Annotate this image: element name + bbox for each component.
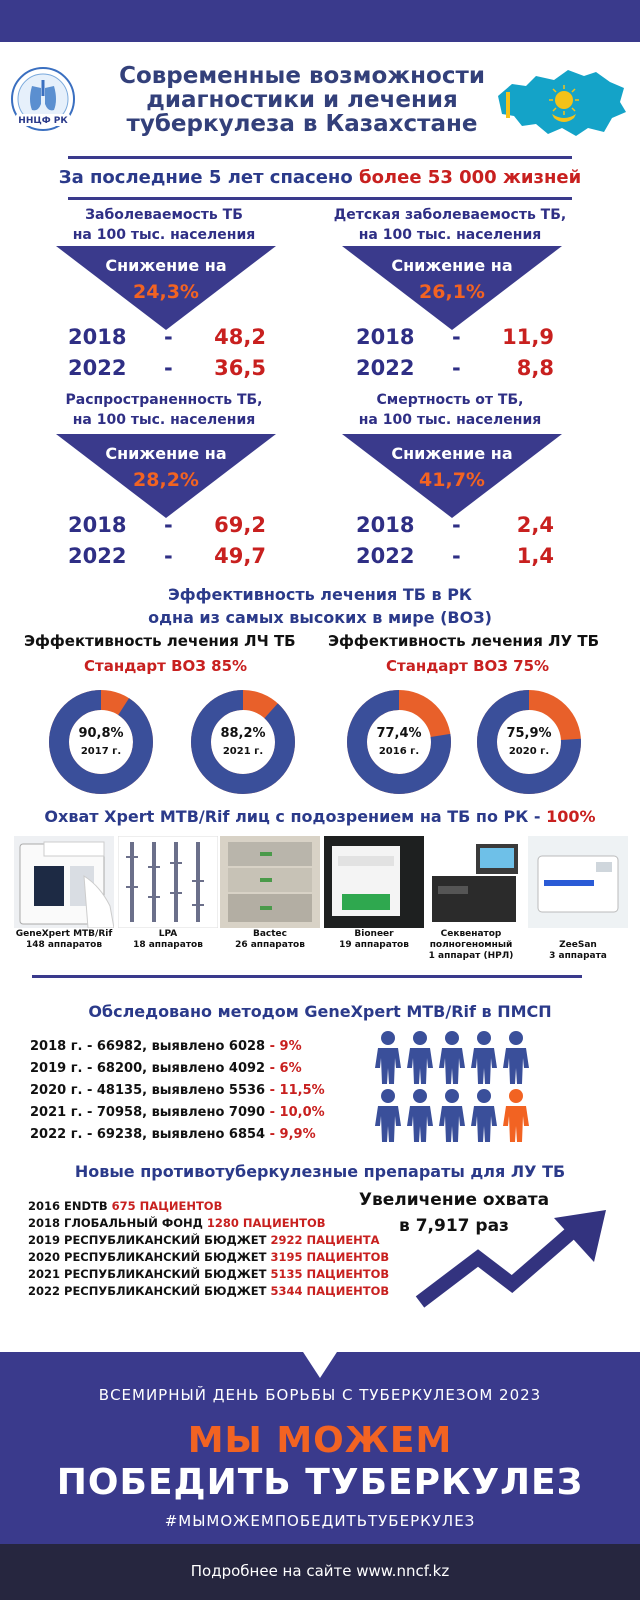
effectiveness-subtitle: одна из самых высоких в мире (ВОЗ) [148, 608, 492, 627]
svg-text:ННЦФ РК: ННЦФ РК [18, 116, 68, 126]
drug-text: 2018 ГЛОБАЛЬНЫЙ ФОНД [28, 1216, 207, 1230]
stat-label-child-incidence [320, 205, 580, 245]
donut-year: 2016 г. [378, 746, 420, 757]
divider [32, 975, 582, 978]
donut-ring [476, 689, 582, 795]
arrow-percent: 26,1% [419, 281, 485, 303]
person-icon [439, 1031, 465, 1084]
donut-value-segment [201, 700, 285, 784]
list-item [28, 1199, 389, 1216]
person-icon [375, 1031, 401, 1084]
device-caption [319, 929, 429, 951]
stat-label-mortality [320, 390, 580, 430]
list-item [30, 1083, 325, 1105]
genexpert-list [30, 1039, 325, 1149]
donut-ring [48, 689, 154, 795]
gx-pct: - 6% [265, 1061, 302, 1076]
title-line-2: диагностики и лечения [146, 87, 458, 113]
stat-label-line: на 100 тыс. населения [72, 412, 256, 428]
stat-value: 49,7 [214, 544, 266, 568]
title-line-3: туберкулеза в Казахстане [126, 111, 478, 137]
bioneer-device-image [324, 836, 424, 928]
stat-value: 2,4 [516, 513, 554, 537]
effectiveness-title: Эффективность лечения ТБ в РК [168, 585, 472, 604]
drugs-list [28, 1199, 389, 1301]
stat-value: 11,9 [502, 325, 554, 349]
person-icon [503, 1031, 529, 1084]
drug-count: 5344 ПАЦИЕНТОВ [270, 1284, 390, 1298]
stat-value: 36,5 [214, 356, 266, 380]
device-count: 26 аппаратов [235, 940, 305, 950]
genexpert-device-image [14, 836, 114, 928]
gx-pct: - 11,5% [265, 1083, 325, 1098]
person-icon [407, 1031, 433, 1084]
device-caption [215, 929, 325, 951]
donut-percent: 88,2% [220, 726, 266, 741]
person-icon [471, 1089, 497, 1142]
stat-dash: - [164, 544, 173, 568]
drug-text: 2016 ENDTB [28, 1199, 112, 1213]
people-icons [374, 1030, 544, 1148]
person-icon [375, 1089, 401, 1142]
donut-chart [48, 689, 154, 799]
arrow-percent: 41,7% [419, 469, 485, 491]
stat-label-line: Заболеваемость ТБ [85, 207, 243, 223]
person-icon [407, 1089, 433, 1142]
growth-arrow-icon [414, 1210, 614, 1310]
gx-pct: - 9,9% [265, 1127, 316, 1142]
list-item [30, 1039, 325, 1061]
kazakhstan-map-flag [492, 62, 630, 142]
drug-text: 2022 РЕСПУБЛИКАНСКИЙ БЮДЖЕТ [28, 1284, 271, 1298]
stat-label-line: на 100 тыс. населения [358, 412, 542, 428]
eff-std-ds: Стандарт ВОЗ 85% [84, 657, 248, 675]
stat-label-line: Детская заболеваемость ТБ, [333, 207, 567, 223]
stat-dash: - [164, 356, 173, 380]
increase-line: Увеличение охвата [358, 1190, 550, 1210]
device-count: 148 аппаратов [25, 940, 103, 950]
device-name: GeneXpert MTB/Rif [15, 929, 113, 939]
drug-count: 2922 ПАЦИЕНТА [270, 1233, 380, 1247]
stat-year: 2018 [68, 325, 127, 349]
genexpert-title: Обследовано методом GeneXpert MTB/Rif в ПМСП [88, 1002, 552, 1021]
gx-pct: - 9% [265, 1039, 302, 1054]
stat-dash: - [452, 325, 461, 349]
drug-count: 3195 ПАЦИЕНТОВ [270, 1250, 390, 1264]
donut-chart [346, 689, 452, 799]
device-name: Bioneer [354, 929, 394, 939]
gx-text: 2022 г. - 69238, выявлено 6854 [30, 1127, 266, 1142]
stat-label-line: на 100 тыс. населения [358, 227, 542, 243]
drug-text: 2020 РЕСПУБЛИКАНСКИЙ БЮДЖЕТ [28, 1250, 271, 1264]
drug-count: 5135 ПАЦИЕНТОВ [270, 1267, 390, 1281]
arrow-percent: 28,2% [133, 469, 199, 491]
donut-chart [476, 689, 582, 799]
stat-year: 2022 [356, 544, 415, 568]
stat-value: 1,4 [516, 544, 554, 568]
slogan-line-1: МЫ МОЖЕМ [187, 1420, 453, 1461]
drugs-title: Новые противотуберкулезные препараты для ЛУ ТБ [74, 1162, 566, 1181]
stat-year: 2018 [68, 513, 127, 537]
stat-value: 48,2 [214, 325, 266, 349]
list-item [28, 1250, 389, 1267]
stat-label-line: Смертность от ТБ, [376, 392, 524, 408]
arrow-label: Снижение на [105, 444, 227, 463]
gx-text: 2018 г. - 66982, выявлено 6028 [30, 1039, 266, 1054]
eff-std-dr: Стандарт ВОЗ 75% [386, 657, 550, 675]
nncf-logo [8, 66, 78, 136]
list-item [30, 1127, 325, 1149]
stat-label-line: на 100 тыс. населения [72, 227, 256, 243]
list-item [28, 1284, 389, 1301]
donut-percent: 75,9% [506, 726, 552, 741]
title-line-1: Современные возможности [119, 63, 485, 89]
device-count: 18 аппаратов [133, 940, 203, 950]
xpert-coverage [0, 807, 640, 826]
arrow-label: Снижение на [391, 444, 513, 463]
page-title [92, 64, 512, 136]
gx-text: 2019 г. - 68200, выявлено 4092 [30, 1061, 266, 1076]
stat-dash: - [164, 513, 173, 537]
hashtag: #МЫМОЖЕМПОБЕДИТЬТУБЕРКУЛЕЗ [164, 1512, 476, 1530]
slogan-line-2: ПОБЕДИТЬ ТУБЕРКУЛЕЗ [56, 1462, 584, 1503]
drug-text: 2019 РЕСПУБЛИКАНСКИЙ БЮДЖЕТ [28, 1233, 271, 1247]
zeesan-device-image [528, 836, 628, 928]
top-bar [0, 0, 640, 42]
site-link[interactable]: Подробнее на сайте www.nncf.kz [190, 1562, 450, 1580]
drug-count: 1280 ПАЦИЕНТОВ [206, 1216, 326, 1230]
device-name: LPA [158, 929, 178, 939]
bactec-device-image [220, 836, 320, 928]
list-item [28, 1267, 389, 1284]
arrow-percent: 24,3% [133, 281, 199, 303]
gx-text: 2020 г. - 48135, выявлено 5536 [30, 1083, 266, 1098]
device-caption [523, 940, 633, 962]
donut-chart [190, 689, 296, 799]
gx-pct: - 10,0% [265, 1105, 325, 1120]
device-count: 1 аппарат (НРЛ) [428, 951, 514, 961]
stat-year: 2022 [68, 356, 127, 380]
donut-percent: 77,4% [376, 726, 422, 741]
divider [68, 197, 572, 200]
device-name: ZeeSan [559, 940, 597, 950]
donut-year: 2017 г. [80, 746, 122, 757]
saved-prefix: За последние 5 лет спасено [58, 167, 359, 188]
donut-percent: 90,8% [78, 726, 124, 741]
eff-head-ds: Эффективность лечения ЛЧ ТБ [24, 632, 296, 650]
device-count: 19 аппаратов [339, 940, 409, 950]
donut-ring [346, 689, 452, 795]
device-caption [9, 929, 119, 951]
lpa-strip-image [118, 836, 218, 928]
stat-year: 2022 [356, 356, 415, 380]
list-item [30, 1105, 325, 1127]
drug-count: 675 ПАЦИЕНТОВ [111, 1199, 223, 1213]
donut-ring [190, 689, 296, 795]
saved-lives-text [0, 167, 640, 188]
list-item [28, 1233, 389, 1250]
donut-value-segment [59, 700, 143, 784]
drug-text: 2021 РЕСПУБЛИКАНСКИЙ БЮДЖЕТ [28, 1267, 271, 1281]
xpert-highlight: 100% [546, 807, 596, 826]
stat-year: 2022 [68, 544, 127, 568]
stat-dash: - [452, 544, 461, 568]
person-icon [503, 1089, 529, 1142]
xpert-prefix: Охват Xpert MTB/Rif лиц с подозрением на ТБ по РК - [44, 807, 547, 826]
stat-year: 2018 [356, 513, 415, 537]
person-icon [439, 1089, 465, 1142]
stat-value: 8,8 [516, 356, 554, 380]
list-item [30, 1061, 325, 1083]
stat-label-incidence [34, 205, 294, 245]
eff-head-dr: Эффективность лечения ЛУ ТБ [328, 632, 600, 650]
stat-label-prevalence [34, 390, 294, 430]
stat-dash: - [452, 356, 461, 380]
donut-year: 2020 г. [508, 746, 550, 757]
saved-highlight: более 53 000 жизней [359, 167, 582, 188]
increase-line: в 7,917 раз [399, 1216, 509, 1236]
device-caption [113, 929, 223, 951]
device-name: Bactec [252, 929, 287, 939]
stat-value: 69,2 [214, 513, 266, 537]
triangle-notch-icon [290, 1332, 350, 1382]
arrow-label: Снижение на [105, 256, 227, 275]
device-caption [421, 929, 521, 962]
gx-text: 2021 г. - 70958, выявлено 7090 [30, 1105, 266, 1120]
stat-dash: - [452, 513, 461, 537]
sequencer-device-image [426, 836, 526, 928]
arrow-label: Снижение на [391, 256, 513, 275]
stat-dash: - [164, 325, 173, 349]
stat-label-line: Распространенность ТБ, [65, 392, 263, 408]
device-name: Секвенатор полногеномный [429, 929, 513, 950]
donut-year: 2021 г. [222, 746, 264, 757]
stat-year: 2018 [356, 325, 415, 349]
device-count: 3 аппарата [549, 951, 607, 961]
person-icon [471, 1031, 497, 1084]
event-title: ВСЕМИРНЫЙ ДЕНЬ БОРЬБЫ С ТУБЕРКУЛЕЗОМ 2023 [98, 1386, 542, 1404]
list-item [28, 1216, 389, 1233]
divider [68, 156, 572, 159]
